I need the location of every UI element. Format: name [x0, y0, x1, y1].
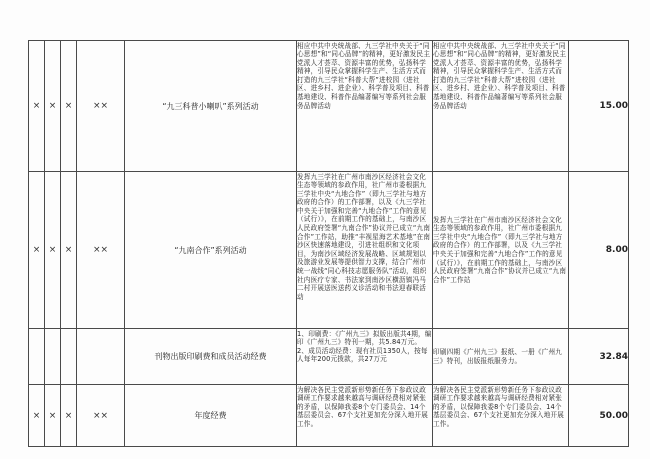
table-row: [29, 172, 629, 329]
category-mark-2: ×: [45, 172, 61, 329]
project-basis-text: 相应中共中央统战部、九三学社中央关于“同心思想”和“同心品牌”的精神，更好激发民主党派人才荟萃、资源丰富的优势，弘扬科学精神，引导民众掌握科学生产、生活方式而打造的九三学社“科普大帮”进校园（进社区、进乡村、进企业）、科学普及项目、科普基地建设、科普作品编著编写等系列社会服务品牌活动: [297, 41, 431, 110]
project-name: “九南合作”系列活动: [125, 172, 297, 329]
category-mark-2: ×: [45, 385, 61, 447]
project-basis: [297, 41, 433, 172]
project-basis-text: 发挥九三学社在广州市南沙区经济社会文化生态等领域的参政作用，社广州市委根据九三学社中央“九地合作”（即九三学社与地方政府的合作）的工作部署，以及《九三学社中央关于加强和完善“九地合作”工作的意见（试行）》，在前期工作的基础上，与南沙区人民政府签署“九南合作”协议并已成立“九南合作”工作站，助推“丰视星海艺术基地”在南沙区快速落地建设，引进社组织和文化项目，为南沙区域经济发展战略、区域规划以及旅游业发展等提供智力支撑，结合广州市统一战线“同心科技志愿服务队”活动，组织社内医疗专家、书法家到南沙区横沥镇冯马二村开展送医送药义诊活动和书法迎春联活动: [297, 172, 431, 301]
category-code: ××: [77, 385, 125, 447]
table-row: [29, 329, 629, 385]
category-mark-1: [29, 329, 45, 385]
category-code: ××: [77, 41, 125, 172]
table-row: [29, 385, 629, 447]
category-mark-3: [61, 329, 77, 385]
project-amount: 15.00: [569, 41, 629, 172]
project-goal-text: 为解决各民主党派新形势新任务下参政议政调研工作要求越来越高与调研经费相对紧张的矛盾，以保障我委8个专门委员会、14个基层委员会、67个支社更加充分深入地开展工作。: [433, 385, 565, 428]
project-name: 年度经费: [125, 385, 297, 447]
project-goal-text: 发挥九三学社在广州市南沙区经济社会文化生态等领域的参政作用，社广州市委根据九三学社中央“九地合作”（即九三学社与地方政府的合作）的工作部署，以及《九三学社中央关于加强和完善“九地合作”工作的意见（试行）》，在前期工作的基础上，与南沙区人民政府签署“九南合作”协议并已成立“九南合作”工作站: [433, 215, 567, 284]
category-mark-3: ×: [61, 385, 77, 447]
category-mark-1: ×: [29, 41, 45, 172]
project-goal-text: 相应中共中央统战部、九三学社中央关于“同心思想”和“同心品牌”的精神，更好激发民主党派人才荟萃、资源丰富的优势，弘扬科学精神，引导民众掌握科学生产、生活方式而打造的九三学社“科普大帮”进校园（进社区、进乡村、进企业）、科学普及项目、科普基地建设、科普作品编著编写等系列社会服务品牌活动: [433, 41, 567, 110]
category-mark-3: ×: [61, 172, 77, 329]
project-name: “九三科普小喇叭”系列活动: [125, 41, 297, 172]
category-mark-1: ×: [29, 385, 45, 447]
project-goal: [433, 41, 569, 172]
category-mark-1: ×: [29, 172, 45, 329]
project-basis: [297, 385, 433, 447]
project-name: 刊物出版印刷费和成员活动经费: [125, 329, 297, 385]
category-mark-2: ×: [45, 41, 61, 172]
project-basis-text: 1、印刷费：《广州九三》拟版出版共4期，编印《广州九三》特刊一期，共5.84万元。 2、成员活动经费：现有社员1350人，按每人每年200元拨款，共27万元: [297, 329, 432, 364]
project-amount: 8.00: [569, 172, 629, 329]
table-row: [29, 41, 629, 172]
project-basis: [297, 172, 433, 329]
budget-table: [28, 40, 629, 447]
project-basis-text: 为解决各民主党派新形势新任务下参政议政调研工作要求越来越高与调研经费相对紧张的矛盾，以保障我委8个专门委员会、14个基层委员会、67个支社更加充分深入地开展工作。: [297, 385, 429, 428]
project-amount: 32.84: [569, 329, 629, 385]
project-goal: [433, 172, 569, 329]
category-code: ××: [77, 172, 125, 329]
category-code: [77, 329, 125, 385]
project-goal: [433, 385, 569, 447]
category-mark-3: ×: [61, 41, 77, 172]
project-amount: 50.00: [569, 385, 629, 447]
project-goal: [433, 329, 569, 385]
category-mark-2: [45, 329, 61, 385]
project-goal-text: 印刷四期《广州九三》报纸、一册《广州九三》特刊，出版报纸服务力。: [433, 347, 563, 365]
project-basis: [297, 329, 433, 385]
